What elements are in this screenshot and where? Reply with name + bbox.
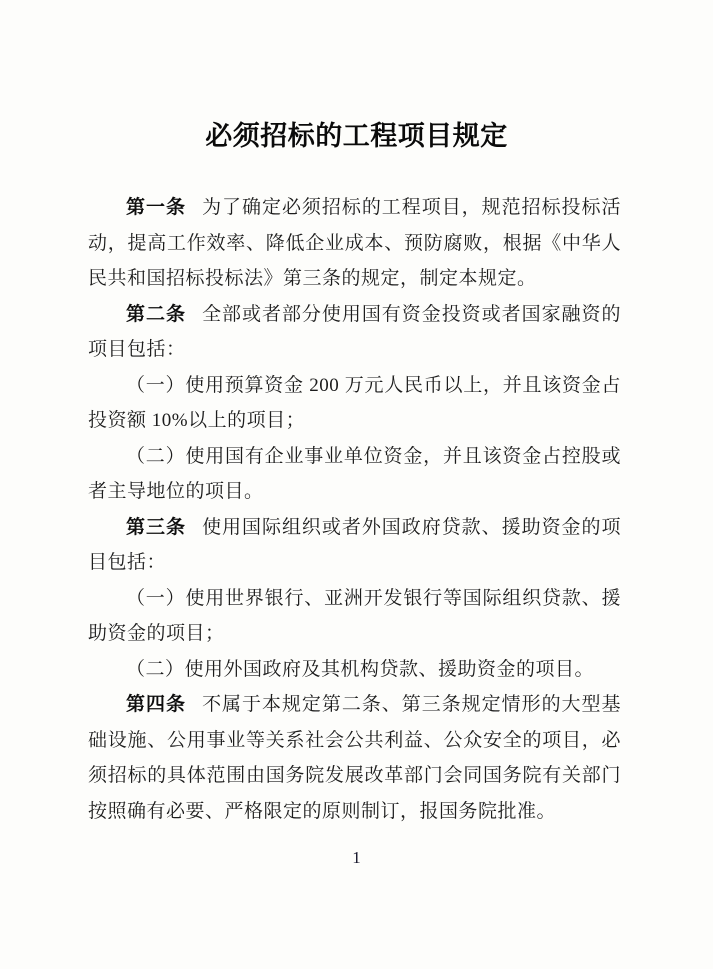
article-3-number: 第三条	[126, 516, 186, 538]
article-4-text: 不属于本规定第二条、第三条规定情形的大型基础设施、公用事业等关系社会公共利益、公众安全的项目，必须招标的具体范围由国务院发展改革部门会同国务院有关部门按照确有必要、严格限定的原则制订，报国务院批准。	[88, 694, 621, 822]
article-2-item-2: （二）使用国有企业事业单位资金，并且该资金占控股或者主导地位的项目。	[88, 445, 621, 502]
article-4-number: 第四条	[126, 694, 186, 715]
article-4-paragraph	[88, 687, 621, 829]
article-2-number: 第二条	[126, 303, 186, 325]
article-3-paragraph	[88, 510, 621, 581]
article-2-text: 全部或者部分使用国有资金投资或者国家融资的项目包括：	[88, 303, 621, 360]
article-1-paragraph	[88, 190, 621, 297]
article-2-paragraph	[88, 297, 621, 368]
article-3-item-2: （二）使用外国政府及其机构贷款、援助资金的项目。	[126, 658, 595, 680]
article-3-item-1: （一）使用世界银行、亚洲开发银行等国际组织贷款、援助资金的项目；	[88, 587, 621, 644]
document-title: 必须招标的工程项目规定	[205, 121, 508, 151]
article-1-text: 为了确定必须招标的工程项目，规范招标投标活动，提高工作效率、降低企业成本、预防腐败，根据《中华人民共和国招标投标法》第三条的规定，制定本规定。	[88, 197, 621, 289]
article-2-item-1: （一）使用预算资金 200 万元人民币以上，并且该资金占投资额 10%以上的项目；	[88, 374, 621, 431]
document-body	[88, 190, 621, 829]
article-3-text: 使用国际组织或者外国政府贷款、援助资金的项目包括：	[88, 516, 621, 573]
article-1-number: 第一条	[126, 197, 186, 218]
page-number: 1	[352, 848, 361, 867]
